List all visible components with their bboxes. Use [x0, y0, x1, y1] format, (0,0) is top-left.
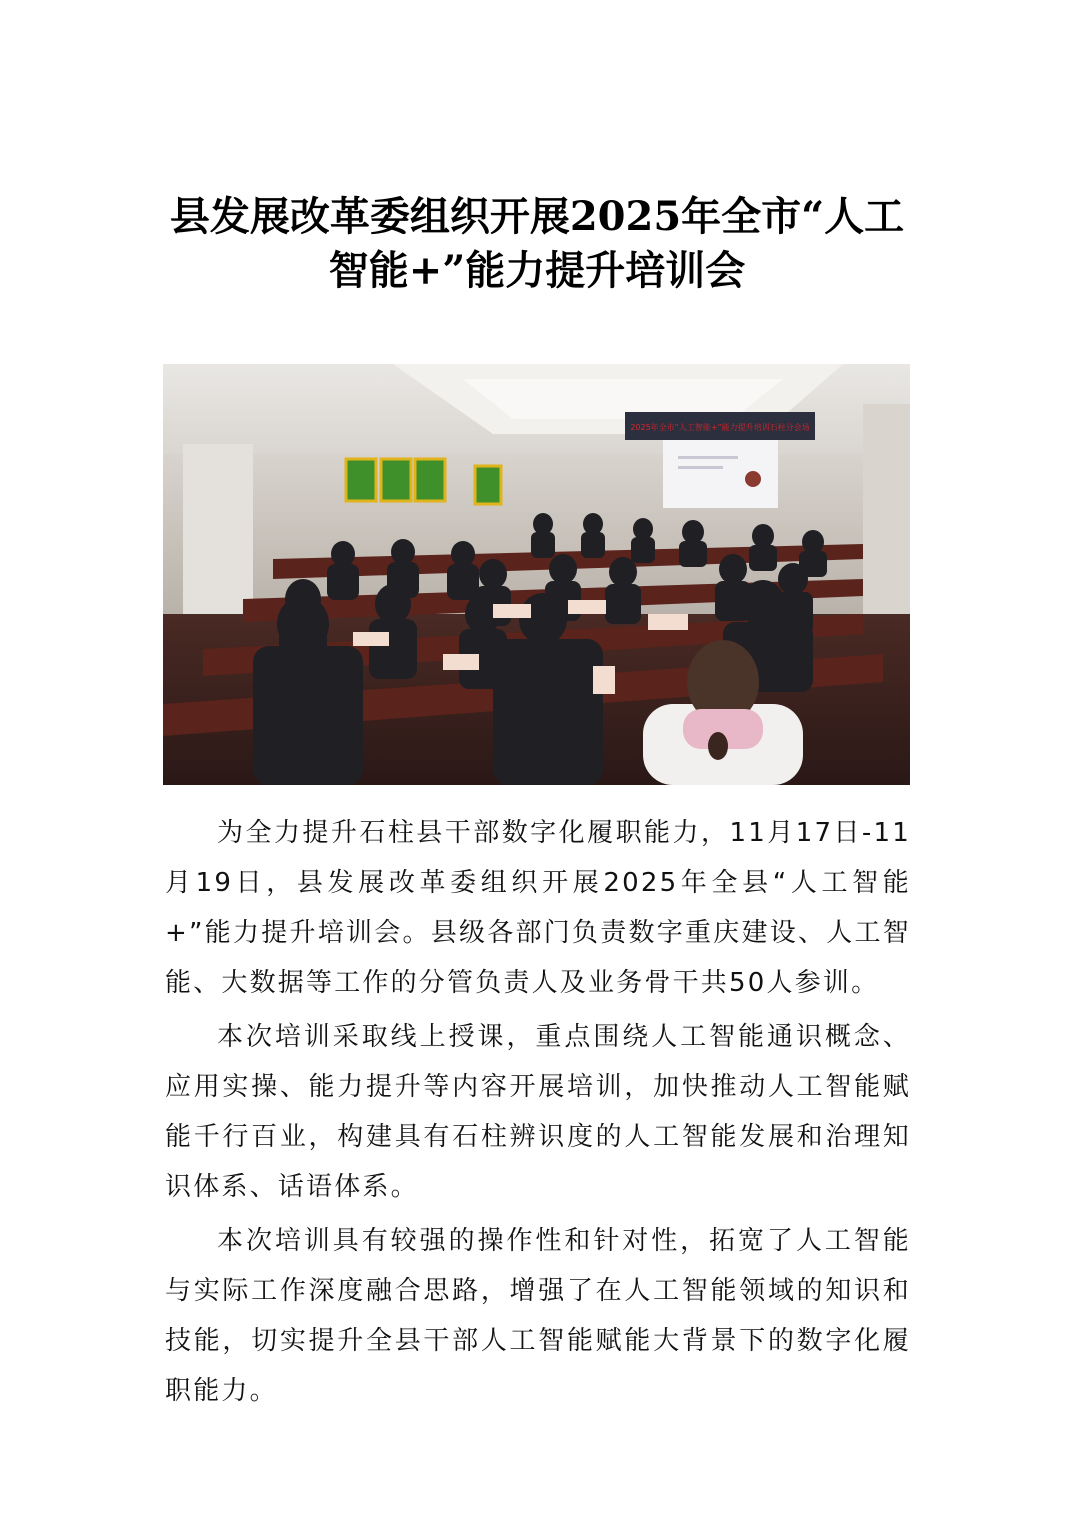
title-line-1: 县发展改革委组织开展2025年全市“人工 — [169, 193, 905, 240]
paragraph-3: 本次培训具有较强的操作性和针对性，拓宽了人工智能与实际工作深度融合思路，增强了在人工智能领域的知识和技能，切实提升全县干部人工智能赋能大背景下的数字化履职能力。 — [165, 1226, 911, 1406]
screen-banner-title: 2025年全市“人工智能+”能力提升培训石柱分会场 — [630, 423, 810, 432]
page-title — [120, 190, 954, 298]
article-body — [165, 808, 911, 1420]
meeting-photo-illustration — [163, 364, 910, 785]
paragraph-1: 为全力提升石柱县干部数字化履职能力，11月17日-11月19日，县发展改革委组织开展2025年全县“人工智能+”能力提升培训会。县级各部门负责数字重庆建设、人工智能、大数据等工作的分管负责人及业务骨干共50人参训。 — [165, 818, 911, 998]
wall-banners — [346, 459, 501, 504]
meeting-photo — [163, 364, 910, 785]
title-line-2: 智能+”能力提升培训会 — [328, 247, 746, 294]
paragraph-2: 本次培训采取线上授课，重点围绕人工智能通识概念、应用实操、能力提升等内容开展培训，加快推动人工智能赋能千行百业，构建具有石柱辨识度的人工智能发展和治理知识体系、话语体系。 — [165, 1022, 911, 1202]
